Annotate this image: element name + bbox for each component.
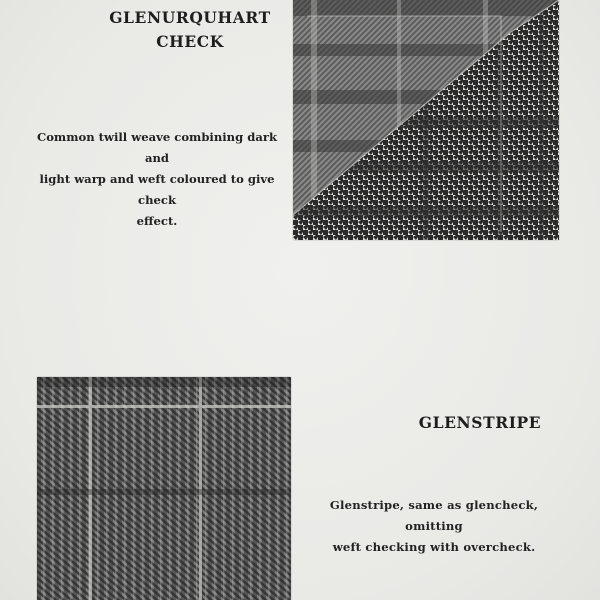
title-line: CHECK — [156, 32, 224, 51]
glenstripe-fabric-swatch-icon — [37, 377, 291, 600]
description-line: Glenstripe, same as glencheck, omitting — [329, 498, 539, 533]
description-line: light warp and weft coloured to give check — [39, 172, 275, 207]
description-line: weft checking with overcheck. — [332, 540, 536, 554]
glenurquhart-check-title — [60, 6, 320, 54]
title-line: GLENURQUHART — [109, 8, 271, 27]
glenurquhart-check-description — [26, 127, 288, 232]
glen-check-fabric-swatch-icon — [293, 0, 559, 240]
glenstripe-description — [306, 495, 562, 558]
title-line: GLENSTRIPE — [418, 413, 542, 432]
description-line: effect. — [136, 214, 178, 228]
glenstripe-title — [380, 411, 580, 435]
description-line: Common twill weave combining dark and — [36, 130, 278, 165]
